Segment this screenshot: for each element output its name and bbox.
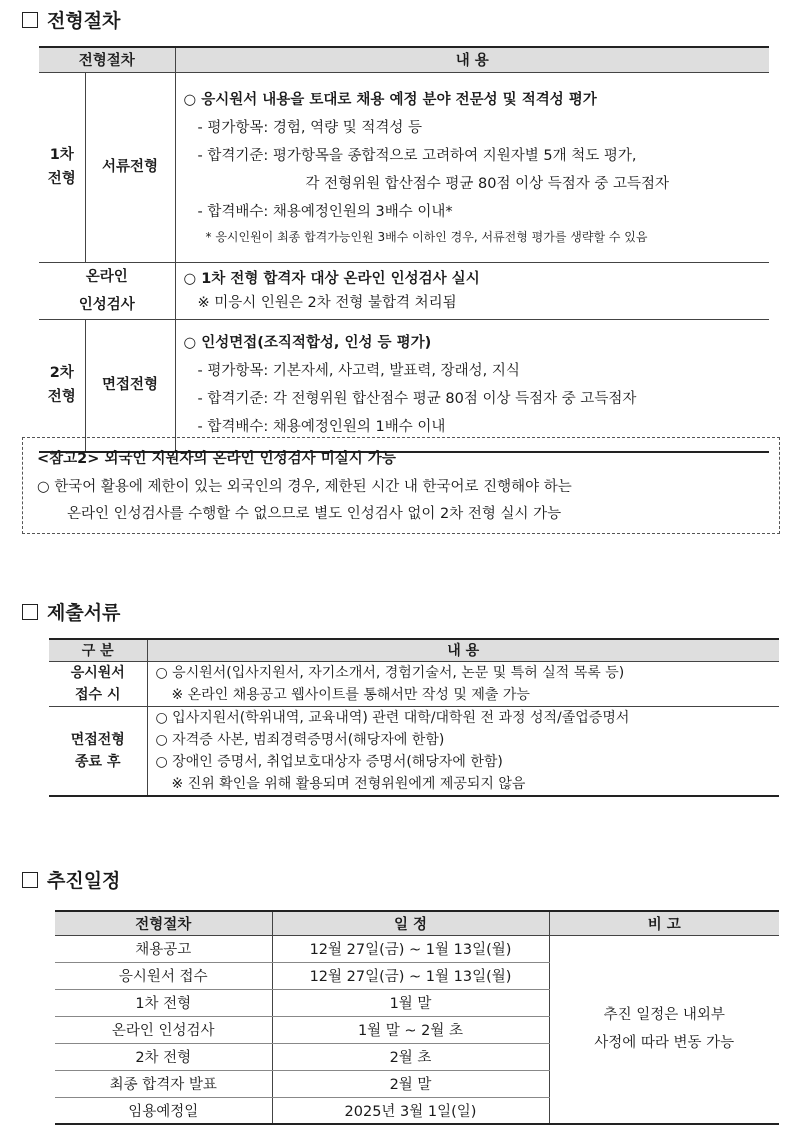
remark-cell: 추진 일정은 내외부 사정에 따라 변동 가능 xyxy=(549,935,779,1124)
step-cell: 채용공고 xyxy=(55,935,272,962)
row-label: 응시원서 접수 시 xyxy=(49,661,147,706)
header-date: 일 정 xyxy=(272,911,549,935)
header-category: 구 분 xyxy=(49,639,147,661)
table-row-online xyxy=(39,262,769,319)
row-content: ○ 응시원서(입사지원서, 자기소개서, 경험기술서, 논문 및 특허 실적 목록 등) ※ 온라인 채용공고 웹사이트를 통해서만 작성 및 제출 가능 xyxy=(147,661,779,706)
note-title: <참고2> 외국인 지원자의 온라인 인성검사 미실시 가능 xyxy=(37,451,396,467)
table-row-stage2 xyxy=(39,319,769,452)
checkbox-icon xyxy=(22,604,38,620)
table-header xyxy=(39,47,769,72)
procedure-table xyxy=(39,46,769,453)
date-cell: 12월 27일(금) ~ 1월 13일(월) xyxy=(272,935,549,962)
stage1-label: 1차 전형 xyxy=(39,72,85,262)
table-row xyxy=(49,661,779,706)
date-cell: 1월 말 ~ 2월 초 xyxy=(272,1016,549,1043)
row-label: 면접전형 종료 후 xyxy=(49,706,147,796)
date-cell: 12월 27일(금) ~ 1월 13일(월) xyxy=(272,962,549,989)
section-title-documents: 제출서류 xyxy=(22,598,120,625)
note-box xyxy=(22,437,780,534)
date-cell: 2025년 3월 1일(일) xyxy=(272,1097,549,1124)
section-title-procedure: 전형절차 xyxy=(22,6,120,33)
date-cell: 2월 초 xyxy=(272,1043,549,1070)
stage2-sub-label: 면접전형 xyxy=(85,319,175,452)
header-step: 전형절차 xyxy=(55,911,272,935)
schedule-table xyxy=(55,910,779,1125)
step-cell: 최종 합격자 발표 xyxy=(55,1070,272,1097)
step-cell: 1차 전형 xyxy=(55,989,272,1016)
checkbox-icon xyxy=(22,12,38,28)
note-line: ○ 한국어 활용에 제한이 있는 외국인의 경우, 제한된 시간 내 한국어로 진행해야 하는 xyxy=(37,479,572,495)
section-title-schedule: 추진일정 xyxy=(22,866,120,893)
header-content: 내 용 xyxy=(147,639,779,661)
table-row-stage1 xyxy=(39,72,769,262)
row-content: ○ 입사지원서(학위내역, 교육내역) 관련 대학/대학원 전 과정 성적/졸업증명서 ○ 자격증 사본, 범죄경력증명서(해당자에 한함) ○ 장애인 증명서, 취업보호대상자 증명서(해당자에 한함) ※ 진위 확인을 위해 활용되며 전형위원에게 제공되지 않음 xyxy=(147,706,779,796)
date-cell: 1월 말 xyxy=(272,989,549,1016)
date-cell: 2월 말 xyxy=(272,1070,549,1097)
stage1-sub-label: 서류전형 xyxy=(85,72,175,262)
stage2-label: 2차 전형 xyxy=(39,319,85,452)
checkbox-icon xyxy=(22,872,38,888)
stage1-content: ○ 응시원서 내용을 토대로 채용 예정 분야 전문성 및 적격성 평가 - 평가항목: 경험, 역량 및 적격성 등 - 합격기준: 평가항목을 종합적으로 고려하여 지원자별 5개 척도 평가, 각 전형위원 합산점수 평균 80점 이상 득점자 중 고득점자 - 합격배수: 채용예정인원의 3배수 이내* * 응시인원이 최종 합격가능인원 3배수 이하인 경우, 서류전형 평가를 생략할 수 있음 xyxy=(175,72,769,262)
header-remark: 비 고 xyxy=(549,911,779,935)
step-cell: 온라인 인성검사 xyxy=(55,1016,272,1043)
table-header xyxy=(55,911,779,935)
step-cell: 응시원서 접수 xyxy=(55,962,272,989)
online-label: 온라인 인성검사 xyxy=(39,262,175,319)
table-row xyxy=(55,935,779,962)
stage2-content: ○ 인성면접(조직적합성, 인성 등 평가) - 평가항목: 기본자세, 사고력, 발표력, 장래성, 지식 - 합격기준: 각 전형위원 합산점수 평균 80점 이상 득점자 중 고득점자 - 합격배수: 채용예정인원의 1배수 이내 xyxy=(175,319,769,452)
note-line: 온라인 인성검사를 수행할 수 없으므로 별도 인성검사 없이 2차 전형 실시 가능 xyxy=(67,506,562,522)
table-header xyxy=(49,639,779,661)
header-content: 내 용 xyxy=(175,47,769,72)
documents-table xyxy=(49,638,779,797)
online-content: ○ 1차 전형 합격자 대상 온라인 인성검사 실시 ※ 미응시 인원은 2차 전형 불합격 처리됨 xyxy=(175,262,769,319)
table-row xyxy=(49,706,779,796)
step-cell: 2차 전형 xyxy=(55,1043,272,1070)
step-cell: 임용예정일 xyxy=(55,1097,272,1124)
header-procedure: 전형절차 xyxy=(39,47,175,72)
